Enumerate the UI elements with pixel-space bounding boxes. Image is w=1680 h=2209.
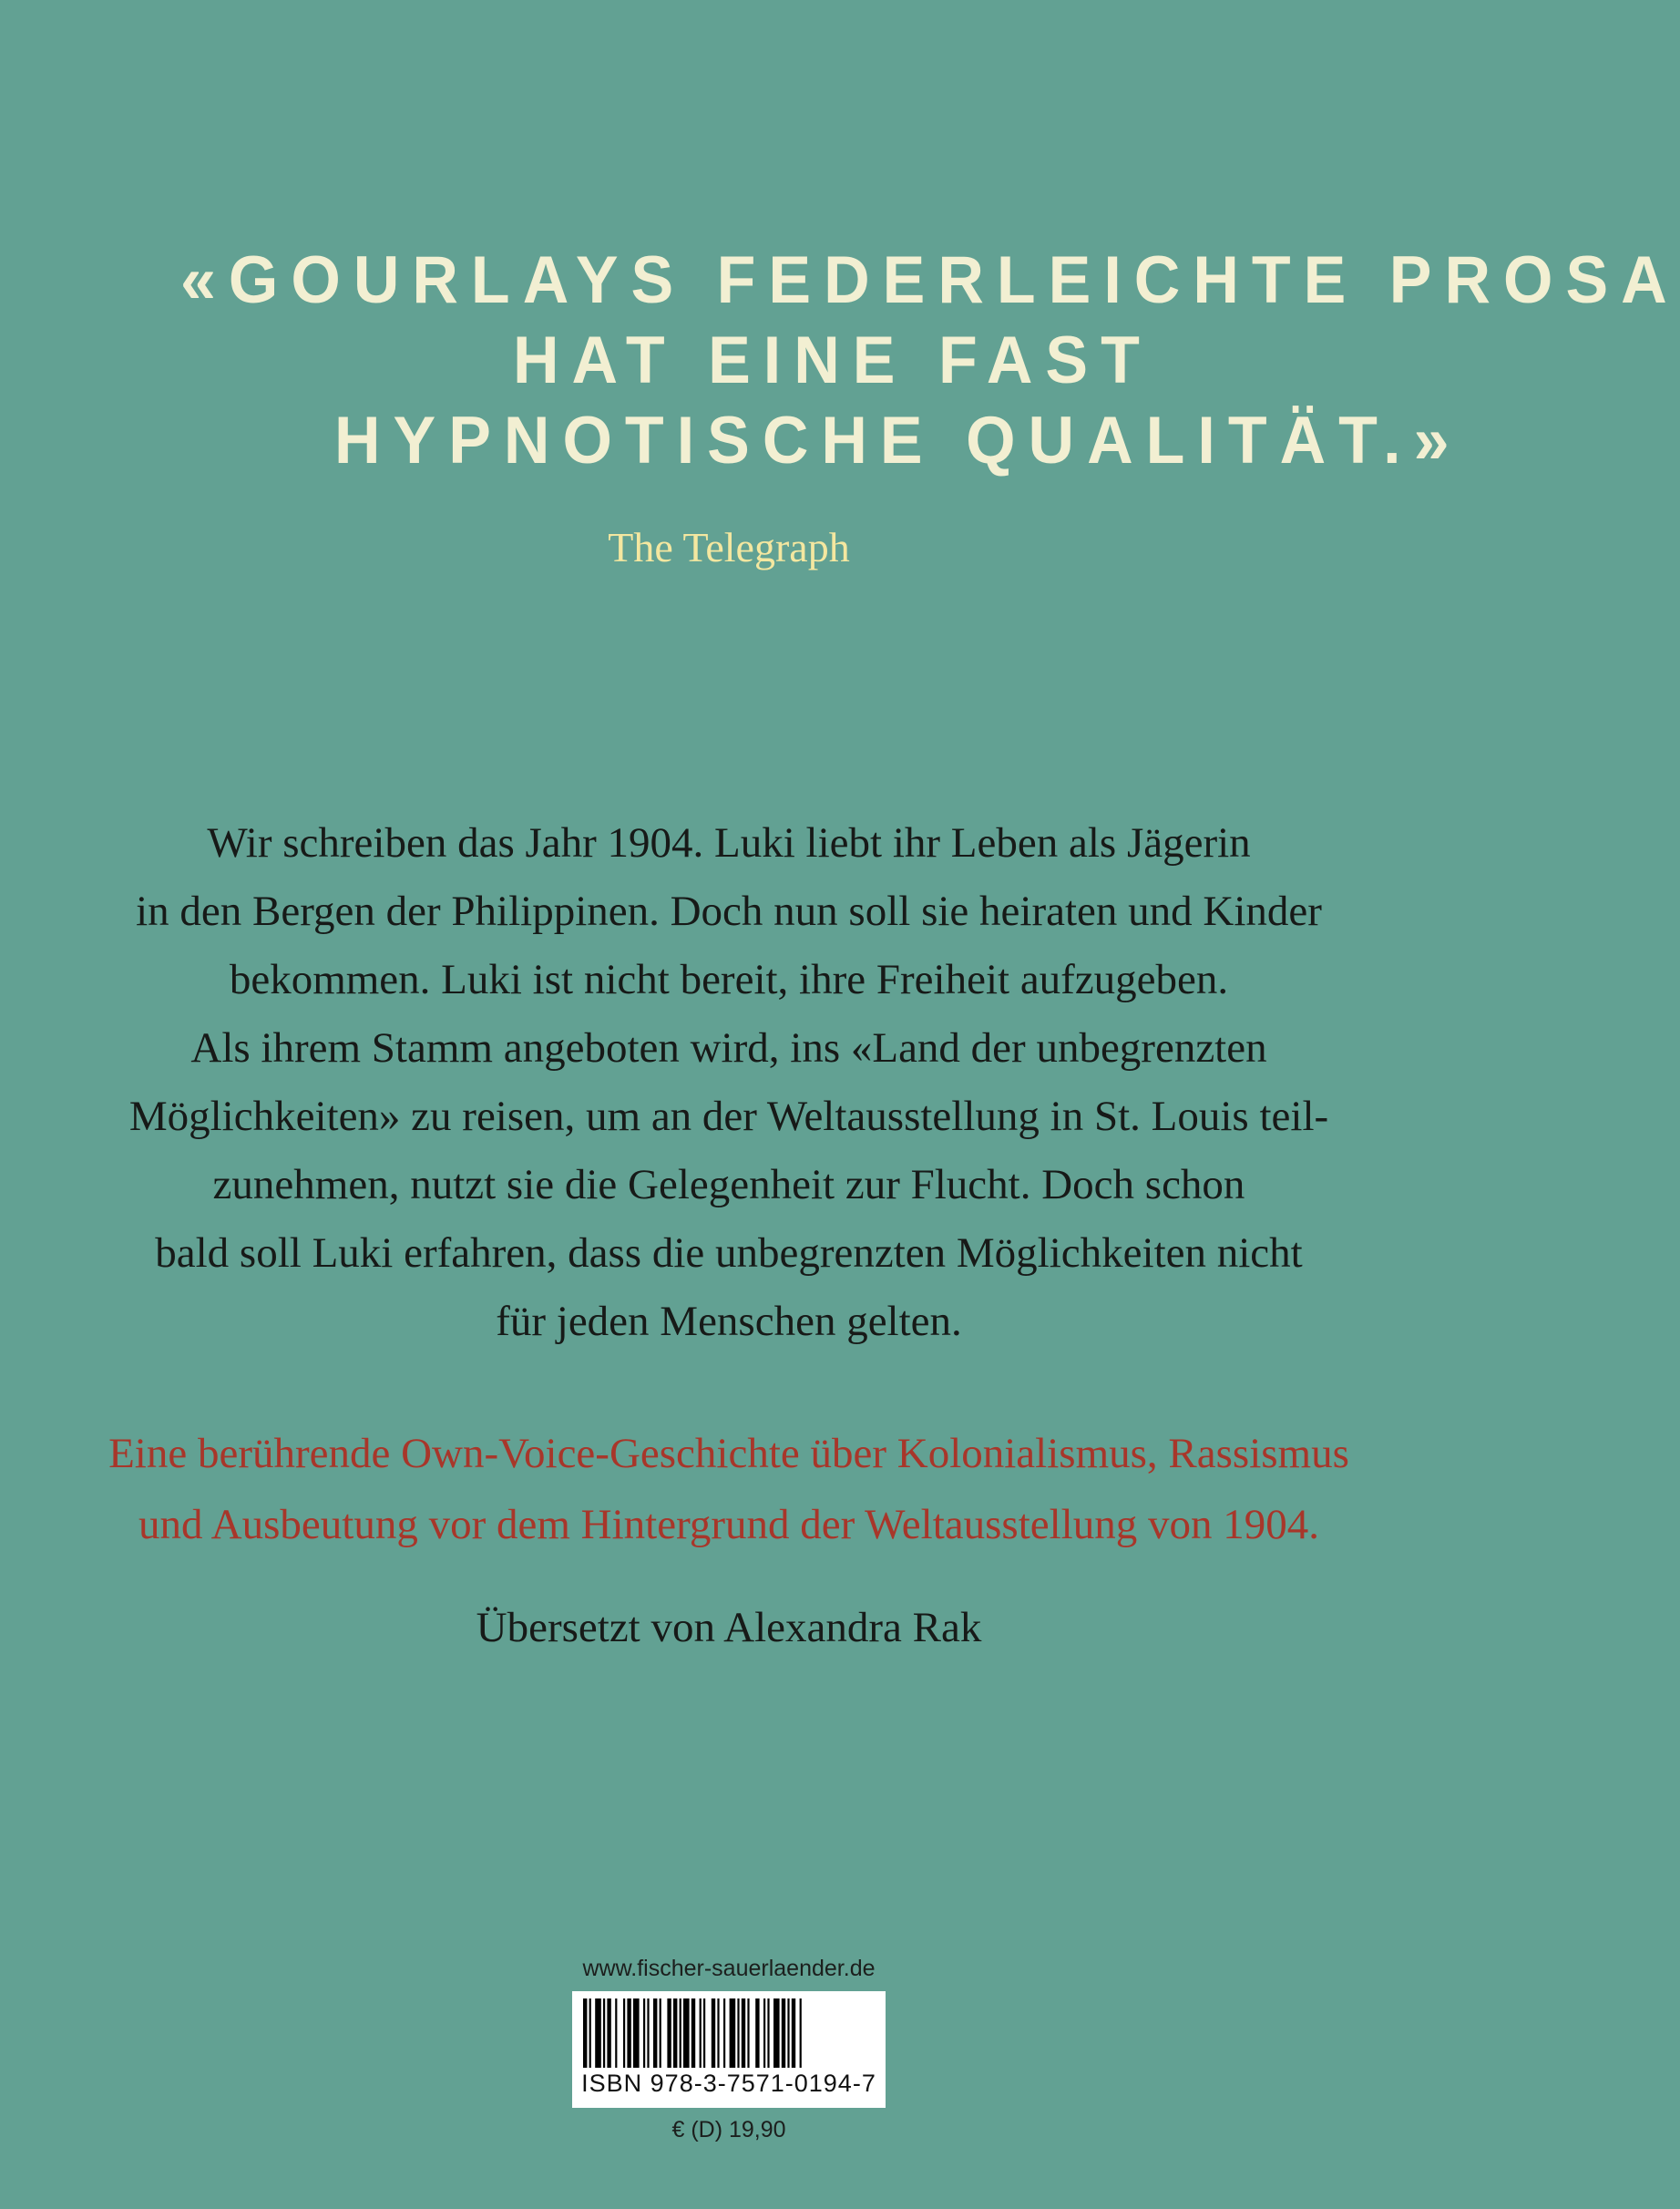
blurb-line: für jeden Menschen gelten.: [496, 1298, 962, 1345]
blurb-line: Wir schreiben das Jahr 1904. Luki liebt ihr Leben als Jägerin: [207, 819, 1251, 867]
price-label: € (D) 19,90: [671, 2117, 786, 2142]
isbn-label: ISBN 978-3-7571-0194-7: [581, 2070, 876, 2097]
publisher-website: www.fischer-sauerlaender.de: [582, 1956, 876, 1981]
barcode-bars: [579, 1998, 878, 2068]
blurb-line: bekommen. Luki ist nicht bereit, ihre Freiheit aufzugeben.: [229, 956, 1229, 1003]
tagline-line: und Ausbeutung vor dem Hintergrund der Weltausstellung von 1904.: [138, 1501, 1319, 1548]
tagline-line: Eine berührende Own-Voice-Geschichte über Kolonialismus, Rassismus: [108, 1430, 1349, 1477]
barcode: [572, 1991, 886, 2108]
quote-line-3: HYPNOTISCHE QUALITÄT.»: [334, 403, 1462, 478]
blurb-line: in den Bergen der Philippinen. Doch nun soll sie heiraten und Kinder: [136, 888, 1322, 935]
blurb-line: zunehmen, nutzt sie die Gelegenheit zur Flucht. Doch schon: [212, 1161, 1245, 1208]
quote-line-1: «GOURLAYS FEDERLEICHTE PROSA: [180, 242, 1680, 317]
blurb-line: Möglichkeiten» zu reisen, um an der Weltausstellung in St. Louis teil-: [128, 1093, 1329, 1140]
blurb-line: Als ihrem Stamm angeboten wird, ins «Land der unbegrenzten: [190, 1024, 1267, 1072]
blurb-line: bald soll Luki erfahren, dass die unbegrenzten Möglichkeiten nicht: [155, 1229, 1303, 1277]
tagline-text: [36, 1418, 1421, 1560]
quote-line-2: HAT EINE FAST: [513, 323, 1152, 397]
translator-credit: Übersetzt von Alexandra Rak: [476, 1604, 982, 1651]
quote-source: The Telegraph: [608, 524, 850, 570]
blurb-text: [73, 809, 1385, 1356]
